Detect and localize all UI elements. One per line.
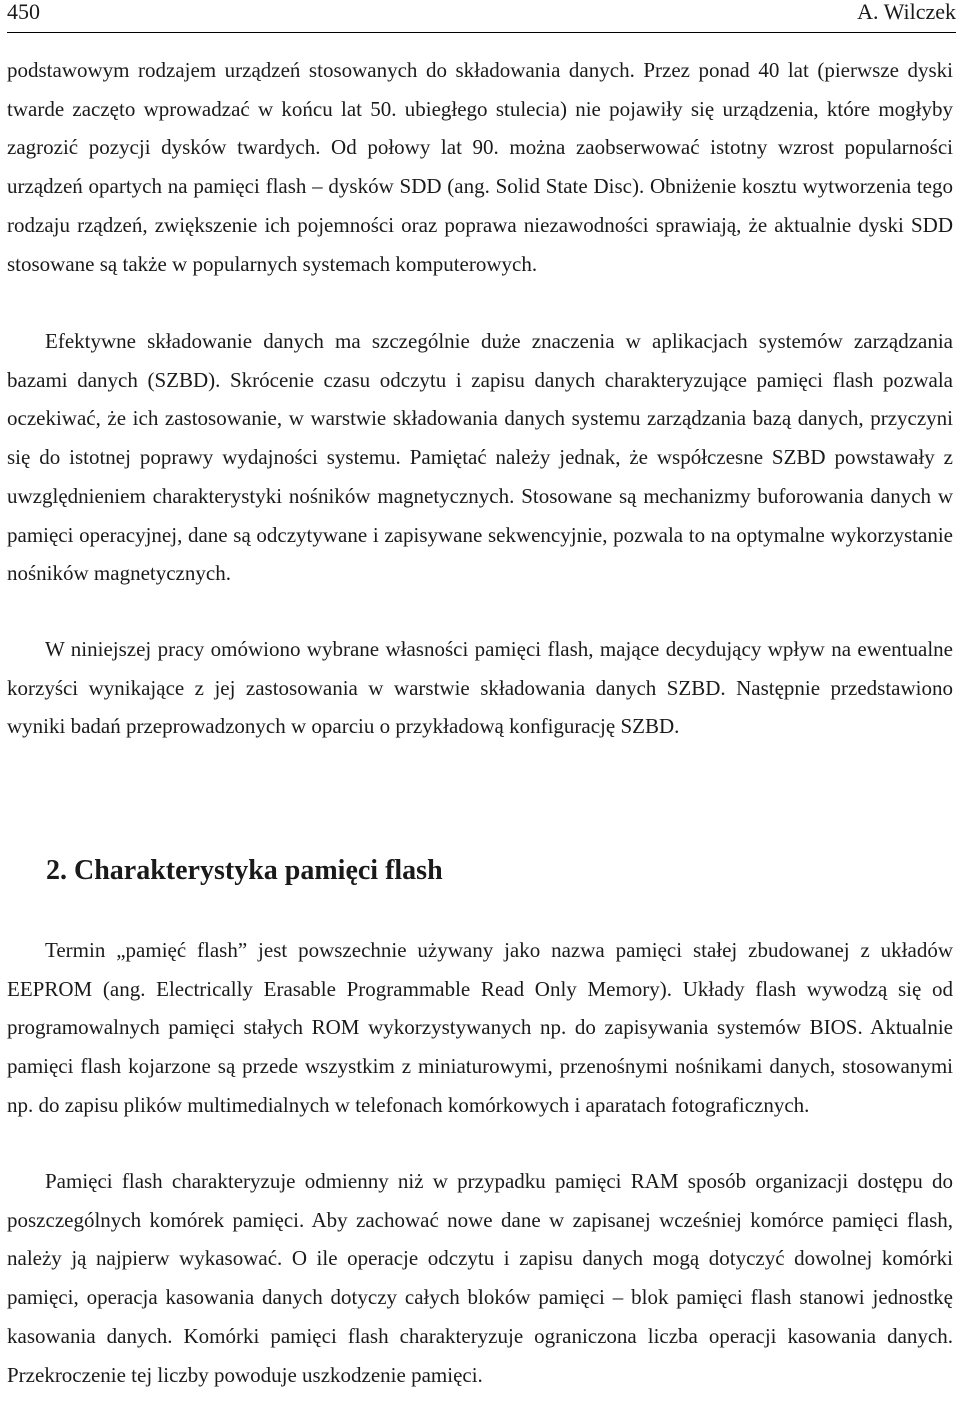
paragraph-text: W niniejszej pracy omówiono wybrane własności pamięci flash, mające decydujący wpływ na ewentualne korzyści wynikające z jej zastosowania w warstwie składowania danych SZBD. Następnie przedstawiono wyniki badań przeprowadzonych w oparciu o przykładową konfigurację SZBD. [7, 637, 953, 739]
paragraph-efektywne [7, 322, 953, 593]
running-header [7, 0, 956, 33]
paragraph-organizacja [7, 1162, 953, 1394]
paragraph-text: Termin „pamięć flash” jest powszechnie używany jako nazwa pamięci stałej zbudowanej z układów EEPROM (ang. Electrically Erasable Programmable Read Only Memory). Układy flash wywodzą się od programowalnych pamięci stałych ROM wykorzystywanych np. do zapisywania systemów BIOS. Aktualnie pamięci flash kojarzone są przede wszystkim z miniaturowymi, przenośnymi nośnikami danych, stosowanymi np. do zapisu plików multimedialnych w telefonach komórkowych i aparatach fotograficznych. [7, 938, 953, 1117]
section-heading: 2. Charakterystyka pamięci flash [46, 855, 443, 886]
page-number: 450 [7, 0, 40, 24]
paragraph-niniejszej [7, 630, 953, 746]
paragraph-continued [7, 51, 953, 283]
paragraph-text: Efektywne składowanie danych ma szczególnie duże znaczenia w aplikacjach systemów zarządzania bazami danych (SZBD). Skrócenie czasu odczytu i zapisu danych charakteryzujące pamięci flash pozwala oczekiwać, że ich zastosowanie, w warstwie składowania danych systemu zarządzania bazą danych, przyczyni się do istotnej poprawy wydajności systemu. Pamiętać należy jednak, że współczesne SZBD powstawały z uwzględnieniem charakterystyki nośników magnetycznych. Stosowane są mechanizmy buforowania danych w pamięci operacyjnej, dane są odczytywane i zapisywane sekwencyjnie, pozwala to na optymalne wykorzystanie nośników magnetycznych. [7, 329, 953, 586]
paragraph-termin [7, 931, 953, 1125]
paragraph-text: podstawowym rodzajem urządzeń stosowanych do składowania danych. Przez ponad 40 lat (pierwsze dyski twarde zaczęto wprowadzać w końcu lat 50. ubiegłego stulecia) nie pojawiły się urządzenia, które mogłyby zagrozić pozycji dysków twardych. Od połowy lat 90. można zaobserwować istotny wzrost popularności urządzeń opartych na pamięci flash – dysków SDD (ang. Solid State Disc). Obniżenie kosztu wytworzenia tego rodzaju rządzeń, zwiększenie ich pojemności oraz poprawa niezawodności sprawiają, że aktualnie dyski SDD stosowane są także w popularnych systemach komputerowych. [7, 58, 953, 276]
running-author: A. Wilczek [857, 0, 956, 24]
paragraph-text: Pamięci flash charakteryzuje odmienny niż w przypadku pamięci RAM sposób organizacji dostępu do poszczególnych komórek pamięci. Aby zachować nowe dane w zapisanej wcześniej komórce pamięci flash, należy ją najpierw wykasować. O ile operacje odczytu i zapisu danych mogą dotyczyć dowolnej komórki pamięci, operacja kasowania danych dotyczy całych bloków pamięci – blok pamięci flash stanowi jednostkę kasowania danych. Komórki pamięci flash charakteryzuje ograniczona liczba operacji kasowania danych. Przekroczenie tej liczby powoduje uszkodzenie pamięci. [7, 1169, 953, 1387]
